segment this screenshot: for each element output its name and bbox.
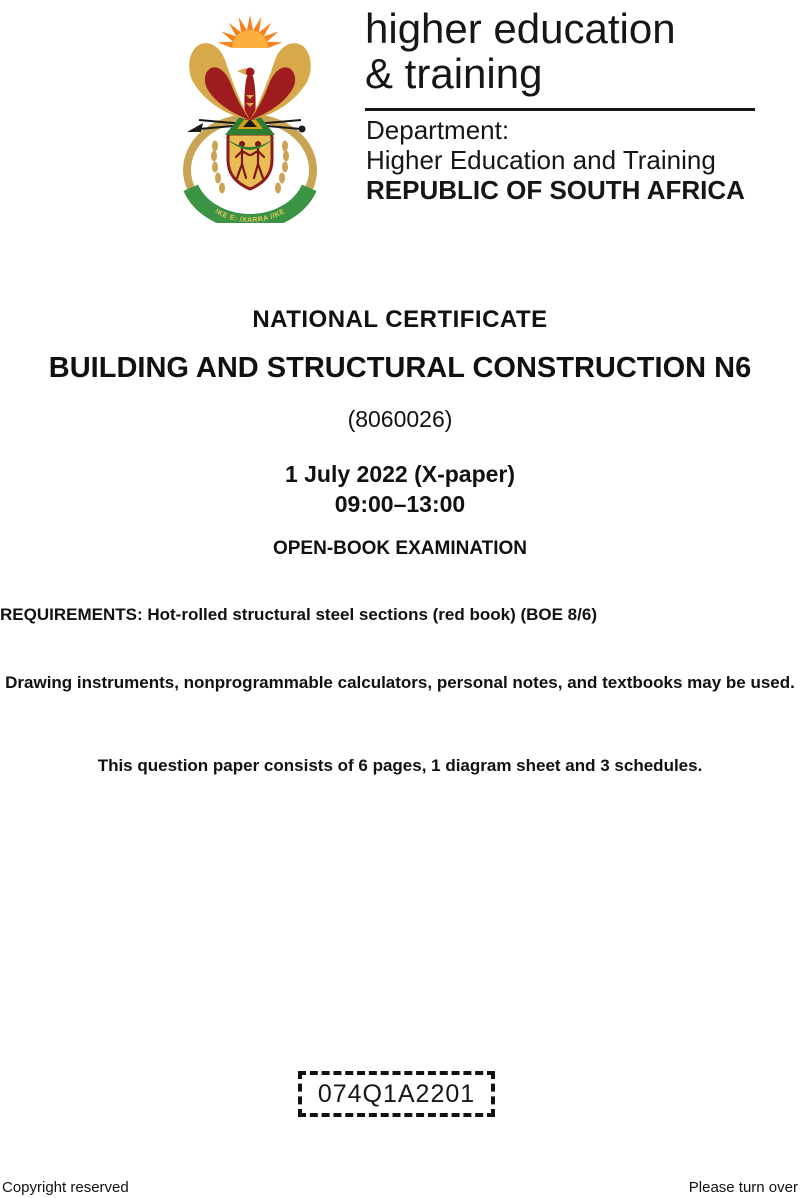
exam-time: 09:00–13:00	[334, 491, 466, 517]
department-block	[366, 115, 766, 205]
footer-turn-over: Please turn over	[688, 1179, 798, 1196]
subject-code: (8060026)	[347, 406, 453, 432]
country-name: REPUBLIC OF SOUTH AFRICA	[366, 175, 745, 205]
footer-copyright: Copyright reserved	[2, 1179, 129, 1196]
subject-title: BUILDING AND STRUCTURAL CONSTRUCTION N6	[48, 352, 752, 384]
paper-contents-line: This question paper consists of 6 pages, 1 diagram sheet and 3 schedules.	[97, 756, 703, 775]
department-label: Department:	[366, 115, 510, 145]
requirements-line: REQUIREMENTS: Hot-rolled structural steel sections (red book) (BOE 8/6)	[0, 605, 597, 624]
department-name: Higher Education and Training	[366, 145, 716, 175]
paper-number: 074Q1A2201	[317, 1079, 476, 1108]
allowed-materials-line: Drawing instruments, nonprogrammable calculators, personal notes, and textbooks may be used.	[5, 673, 795, 692]
exam-date: 1 July 2022 (X-paper)	[284, 461, 516, 487]
wordmark-line1: higher education	[365, 5, 676, 52]
dhet-wordmark	[365, 6, 765, 96]
certificate-title: NATIONAL CERTIFICATE	[252, 306, 548, 333]
sun	[218, 15, 283, 48]
wordmark-line2: & training	[365, 50, 543, 97]
exam-datetime	[0, 459, 800, 519]
emblem-shield	[228, 134, 272, 189]
coat-of-arms-icon	[175, 8, 325, 223]
exam-type: OPEN-BOOK EXAMINATION	[272, 538, 528, 559]
emblem-motto: !KE E: /XARRA //KE	[213, 208, 287, 223]
wing-left	[189, 43, 250, 120]
paper-number-box	[298, 1071, 495, 1117]
wing-right	[250, 43, 311, 120]
wordmark-divider	[365, 108, 755, 111]
